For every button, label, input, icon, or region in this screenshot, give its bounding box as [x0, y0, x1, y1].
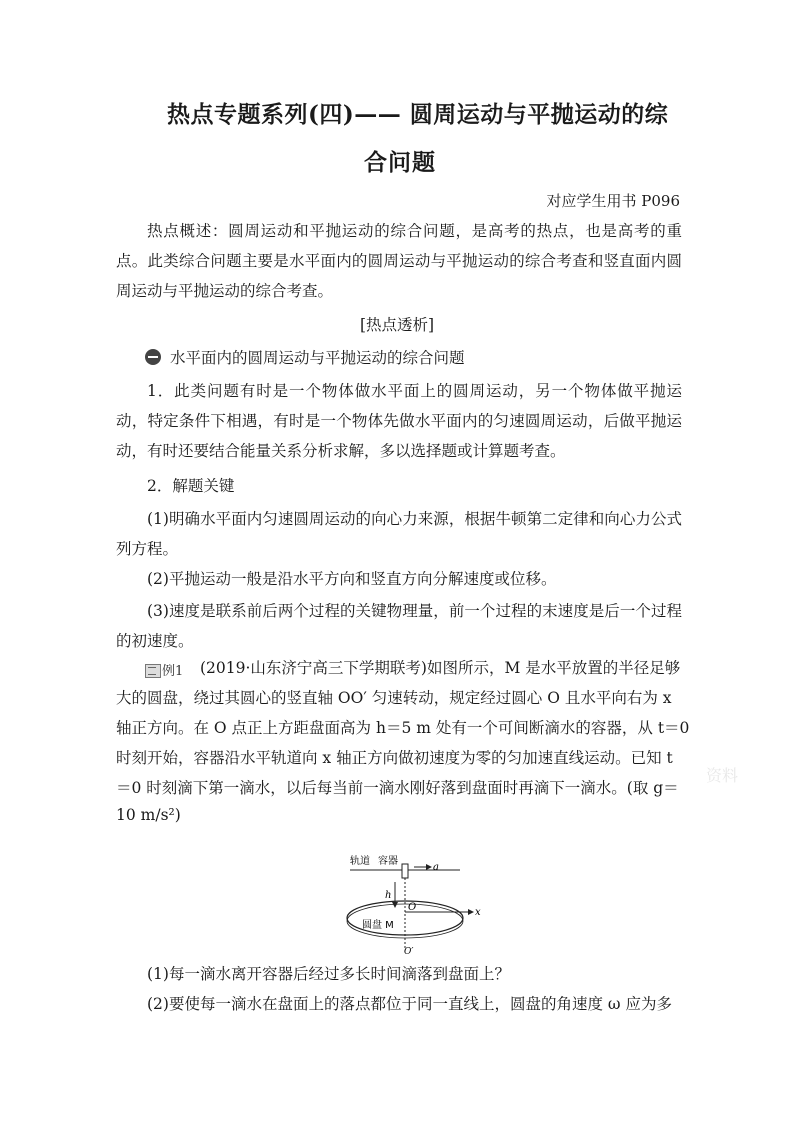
- container-label: 容器: [378, 856, 398, 867]
- center-o-label: O: [408, 902, 417, 913]
- minus-circle-icon: [145, 349, 161, 365]
- topic-heading: 水平面内的圆周运动与平抛运动的综合问题: [170, 349, 465, 367]
- key-point-3: (3)速度是联系前后两个过程的关键物理量，前一个过程的末速度是后一个过程的初速度。: [116, 602, 682, 650]
- x-axis-label: x: [475, 907, 481, 918]
- example-line-4: 时刻开始，容器沿水平轨道向 x 轴正方向做初速度为零的匀加速直线运动。已知 t: [116, 749, 673, 767]
- page-title-line1: 热点专题系列(四)—— 圆周运动与平抛运动的综: [167, 101, 669, 128]
- height-arrowhead: [392, 902, 398, 908]
- example-label: 例1: [162, 664, 184, 679]
- disk-diagram: [340, 848, 490, 958]
- track-label: 轨道: [350, 856, 370, 867]
- watermark: 资料: [706, 766, 739, 785]
- question-1: (1)每一滴水离开容器后经过多长时间滴落到盘面上？: [147, 965, 510, 983]
- book-reference: 对应学生用书 P096: [546, 192, 680, 210]
- example-line-5: ＝0 时刻滴下第一滴水，以后每当前一滴水刚好落到盘面时再滴下一滴水。(取 g＝: [116, 779, 679, 797]
- example-line-2: 大的圆盘，绕过其圆心的竖直轴 OO′ 匀速转动，规定经过圆心 O 且水平向右为 x: [116, 689, 672, 707]
- axis-o-prime-label: O′: [404, 947, 414, 957]
- x-axis-arrowhead: [468, 909, 474, 915]
- accel-arrowhead: [426, 864, 432, 870]
- point-2-title: 2．解题关键: [147, 477, 235, 495]
- container-shape: [402, 864, 408, 878]
- disk-label: 圆盘 M: [362, 920, 394, 931]
- height-label: h: [385, 890, 392, 901]
- example-icon: [145, 664, 161, 678]
- key-point-1: (1)明确水平面内匀速圆周运动的向心力来源，根据牛顿第二定律和向心力公式列方程。: [116, 510, 682, 558]
- overview-paragraph: 热点概述：圆周运动和平抛运动的综合问题，是高考的热点，也是高考的重点。此类综合问题主要是水平面内的圆周运动与平抛运动的综合考查和竖直面内圆周运动与平抛运动的综合考查。: [116, 222, 682, 300]
- example-line-3: 轴正方向。在 O 点正上方距盘面高为 h＝5 m 处有一个可间断滴水的容器，从 t＝0: [116, 719, 690, 737]
- example-line-6: 10 m/s²): [116, 806, 181, 824]
- page-title-line2: 合问题: [364, 149, 436, 176]
- example-line-1: (2019·山东济宁高三下学期联考)如图所示，M 是水平放置的半径足够: [200, 659, 681, 677]
- question-2: (2)要使每一滴水在盘面上的落点都位于同一直线上，圆盘的角速度 ω 应为多: [147, 995, 672, 1013]
- key-point-2: (2)平抛运动一般是沿水平方向和竖直方向分解速度或位移。: [147, 570, 557, 588]
- section-label: [热点透析]: [359, 316, 435, 334]
- accel-label: a: [433, 862, 439, 873]
- point-1: 1．此类问题有时是一个物体做水平面上的圆周运动，另一个物体做平抛运动，特定条件下相遇，有时是一个物体先做水平面内的匀速圆周运动，后做平抛运动，有时还要结合能量关系分析求解，多以选择题或计算题考查。: [116, 382, 682, 460]
